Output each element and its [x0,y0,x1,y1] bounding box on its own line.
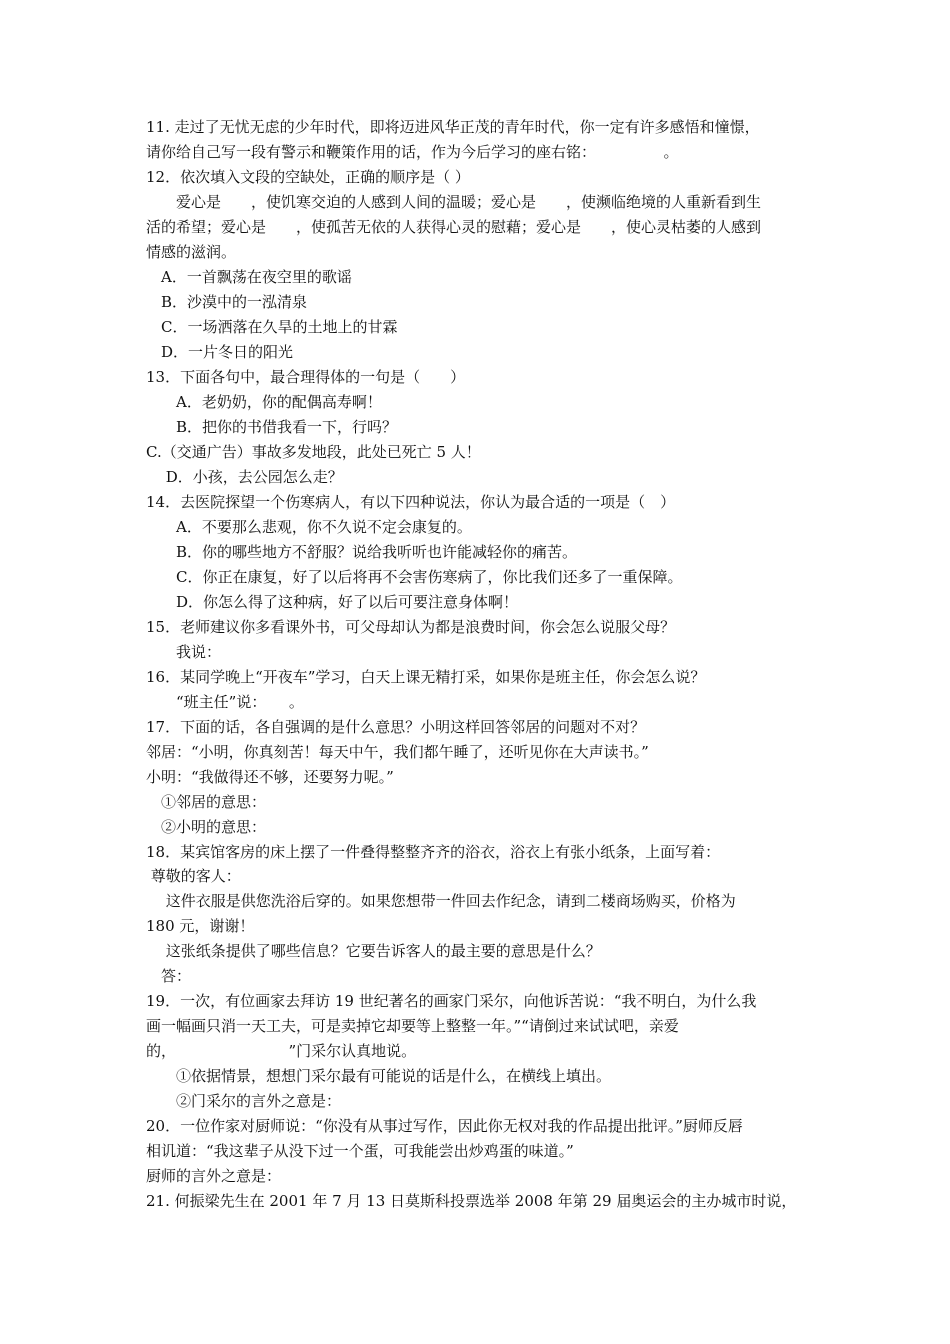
q17-sub-1: ①邻居的意思： [146,793,267,811]
q21-line-1: 21. 何振梁先生在 2001 年 7 月 13 日莫斯科投票选举 2008 年第 29 届奥运会的主办城市时说， [146,1192,797,1210]
q18-answer: 答： [146,967,192,985]
q13-option-a: A．老奶奶，你的配偶高寿啊！ [146,393,382,411]
q14-stem: 14．去医院探望一个伤寒病人，有以下四种说法，你认为最合适的一项是（ ） [146,493,676,511]
q13-option-c: C.（交通广告）事故多发地段，此处已死亡 5 人！ [146,443,481,461]
q17-xiaoming-quote: 小明：“我做得还不够，还要努力呢。” [146,768,394,786]
q20-line-2: 相讥道：“我这辈子从没下过一个蛋，可我能尝出炒鸡蛋的味道。” [146,1142,574,1160]
q13-option-d: D．小孩，去公园怎么走？ [146,468,343,486]
q19-line-3: 的， ”门采尔认真地说。 [146,1042,417,1060]
q17-neighbor-quote: 邻居：“小明，你真刻苦！每天中午，我们都午睡了，还听见你在大声读书。” [146,743,649,761]
q18-note-body-2: 180 元，谢谢！ [146,917,255,935]
q17-sub-2: ②小明的意思： [146,818,267,836]
q13-option-b: B．把你的书借我看一下，行吗？ [146,418,398,436]
q14-option-a: A．不要那么悲观，你不久说不定会康复的。 [146,518,472,536]
q16-answer: “班主任”说： 。 [146,693,304,711]
q13-stem: 13．下面各句中，最合理得体的一句是（ ） [146,368,466,386]
q12-option-c: C．一场洒落在久旱的土地上的甘霖 [146,318,398,336]
q20-line-1: 20．一位作家对厨师说：“你没有从事过写作，因此你无权对我的作品提出批评。”厨师反唇 [146,1117,743,1135]
q15-answer: 我说： [146,643,222,661]
q18-stem: 18．某宾馆客房的床上摆了一件叠得整整齐齐的浴衣，浴衣上有张小纸条，上面写着： [146,843,721,861]
q11-line-2: 请你给自己写一段有警示和鞭策作用的话，作为今后学习的座右铭： 。 [146,143,679,161]
q15-stem: 15．老师建议你多看课外书，可父母却认为都是浪费时间，你会怎么说服父母？ [146,618,676,636]
q16-stem: 16．某同学晚上“开夜车”学习，白天上课无精打采，如果你是班主任，你会怎么说？ [146,668,706,686]
q12-passage-line-1: 爱心是 ，使饥寒交迫的人感到人间的温暖；爱心是 ，使濒临绝境的人重新看到生 [146,193,762,211]
q20-answer: 厨师的言外之意是： [146,1167,282,1185]
q19-sub-2: ②门采尔的言外之意是： [146,1092,342,1110]
q12-option-b: B．沙漠中的一泓清泉 [146,293,308,311]
q18-question: 这张纸条提供了哪些信息？它要告诉客人的最主要的意思是什么？ [146,942,601,960]
q12-passage-line-3: 情感的滋润。 [146,243,237,261]
q14-option-b: B．你的哪些地方不舒服？说给我听听也许能减轻你的痛苦。 [146,543,578,561]
q12-stem: 12．依次填入文段的空缺处，正确的顺序是（ ） [146,168,470,186]
q14-option-d: D．你怎么得了这种病，好了以后可要注意身体啊！ [146,593,519,611]
q12-option-a: A．一首飘荡在夜空里的歌谣 [146,268,352,286]
q18-note-body-1: 这件衣服是供您洗浴后穿的。如果您想带一件回去作纪念，请到二楼商场购买，价格为 [146,892,736,910]
q18-note-salutation: 尊敬的客人： [146,867,241,885]
q14-option-c: C．你正在康复，好了以后将再不会害伤寒病了，你比我们还多了一重保障。 [146,568,683,586]
q12-option-d: D．一片冬日的阳光 [146,343,294,361]
q17-stem: 17．下面的话，各自强调的是什么意思？小明这样回答邻居的问题对不对？ [146,718,646,736]
q11-line-1: 11. 走过了无忧无虑的少年时代，即将迈进风华正茂的青年时代，你一定有许多感悟和憧憬， [146,118,760,136]
q19-line-1: 19．一次，有位画家去拜访 19 世纪著名的画家门采尔，向他诉苦说：“我不明白，为什么我 [146,992,757,1010]
q12-passage-line-2: 活的希望；爱心是 ，使孤苦无依的人获得心灵的慰藉；爱心是 ，使心灵枯萎的人感到 [146,218,762,236]
q19-sub-1: ①依据情景，想想门采尔最有可能说的话是什么，在横线上填出。 [146,1067,612,1085]
q19-line-2: 画一幅画只消一天工夫，可是卖掉它却要等上整整一年。”“请倒过来试试吧，亲爱 [146,1017,679,1035]
